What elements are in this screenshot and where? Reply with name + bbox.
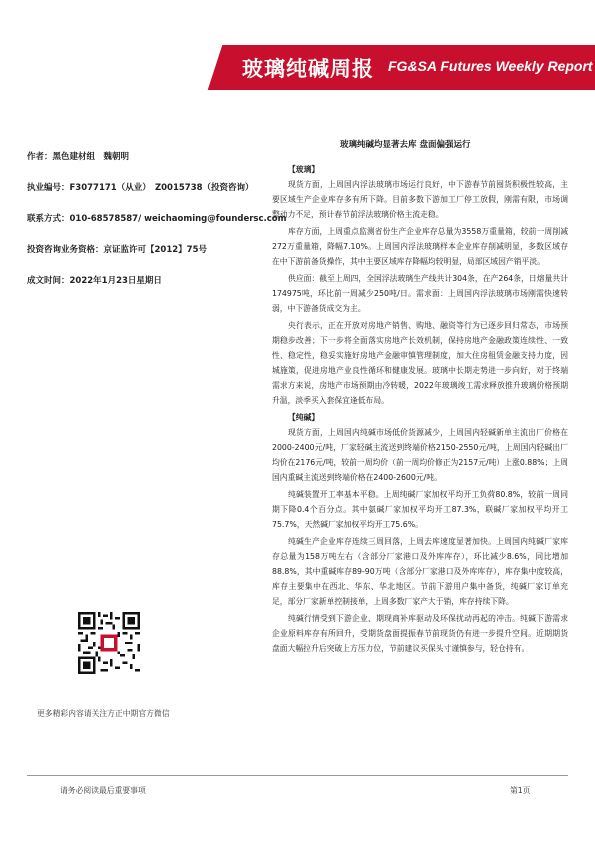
date-line: 成文时间：2022年1月23日星期日 xyxy=(27,276,162,286)
glass-heading: 【玻璃】 xyxy=(288,165,320,174)
header-banner xyxy=(0,45,595,90)
glass-paragraph: 库存方面，上周重点监测省份生产企业库存总量为3558万重量箱，较前一周削减272万重量箱，降幅7.10%。上周国内浮法玻璃样本企业库存削减明显，多数区域存在中下游前备货操作，其中主要区域库存降幅均较明显，局部区域因产销平淡。 xyxy=(272,227,568,266)
soda-paragraph: 纯碱装置开工率基本平稳。上周纯碱厂家加权平均开工负荷80.8%，较前一周同期下降0.4个百分点。其中氨碱厂家加权平均开工87.3%，联碱厂家加权平均开工75.7%，天然碱厂家加权平均开工75.6%。 xyxy=(272,490,568,529)
wechat-qr-code xyxy=(78,612,140,674)
soda-paragraph: 纯碱行情受到下游企业、期现商补库驱动及环保扰动再起的冲击。纯碱下游需求企业原料库存有所回升，受期货盘面提振春节前现货仍有进一步提升空间。近期期货盘面大幅拉升后突破上方压力位，节前建议买保头寸谨慎参与，轻仓持有。 xyxy=(272,614,568,653)
footer-divider xyxy=(27,775,568,776)
qualification-line: 投资咨询业务资格：京证监许可【2012】75号 xyxy=(27,245,207,255)
page-number: 第1页 xyxy=(510,786,531,795)
report-title-en: FG&SA Futures Weekly Report xyxy=(388,58,593,74)
report-title-cn: 玻璃纯碱周报 xyxy=(242,57,374,81)
author-line: 作者：黑色建材组 魏朝明 xyxy=(27,152,130,162)
glass-paragraph: 现货方面，上周国内浮法玻璃市场运行良好，中下游春节前囤货积极性较高，主要区域生产企业库存多有所下降。目前多数下游加工厂停工放假，刚需有限，市场调整动力不足，预计春节前浮法玻璃价格主流走稳。 xyxy=(272,180,568,219)
document-title: 玻璃纯碱均显著去库 盘面偏强运行 xyxy=(340,140,471,150)
soda-paragraph: 纯碱生产企业库存连续三周回落，上周去库速度显著加快。上周国内纯碱厂家库存总量为158万吨左右（含部分厂家港口及外库库存），环比减少8.6%，同比增加88.8%，其中重碱库存89-90万吨（含部分厂家港口及外库库存），库存集中度较高，库存主要集中在西北、华东、华北地区。节前下游用户集中备货，纯碱厂家订单充足，部分厂家新单控制接单，上周多数厂家产大于销，库存持续下降。 xyxy=(272,537,568,606)
license-line: 执业编号：F3077171（从业） Z0015738（投资咨询） xyxy=(27,183,254,193)
footer-disclaimer: 请务必阅读最后重要事项 xyxy=(60,786,146,795)
soda-paragraph: 现货方面，上周国内纯碱市场低价货源减少，上周国内轻碱新单主流出厂价格在2000-2400元/吨，厂家轻碱主流送到终端价格2150-2550元/吨，上周国内轻碱出厂均价在2176元/吨，较前一周均价（前一周均价修正为2157元/吨）上涨0.88%；上周国内重碱主流送到终端价格在2400-2600元/吨。 xyxy=(272,428,568,482)
glass-paragraph: 央行表示，正在开放对房地产销售、购地、融资等行为已逐步回归常态，市场预期稳步改善；下一步将全面落实房地产长效机制，保持房地产金融政策连续性、一致性、稳定性，稳妥实施好房地产金融审慎管理制度，加大住房租赁金融支持力度，因城施策，促进房地产业良性循环和健康发展。玻璃中长期走势进一步向好，对于终端需求方来说，房地产市场预期由冷转暖，2022年玻璃竣工需求释放推升玻璃价格预期升温，淡季买入套保宜逢低布局。 xyxy=(272,321,568,405)
glass-paragraph: 供应面：截至上周四，全国浮法玻璃生产线共计304条，在产264条，日熔量共计174975吨，环比前一周减少250吨/日。需求面：上周国内浮法玻璃市场刚需快速转弱，中下游备货成交为主。 xyxy=(272,274,568,313)
soda-heading: 【纯碱】 xyxy=(288,413,320,422)
report-body xyxy=(272,162,568,658)
qr-caption: 更多精彩内容请关注方正中期官方微信 xyxy=(37,709,170,718)
contact-line: 联系方式：010-68578587/ weichaoming@foundersc.com xyxy=(27,214,287,224)
